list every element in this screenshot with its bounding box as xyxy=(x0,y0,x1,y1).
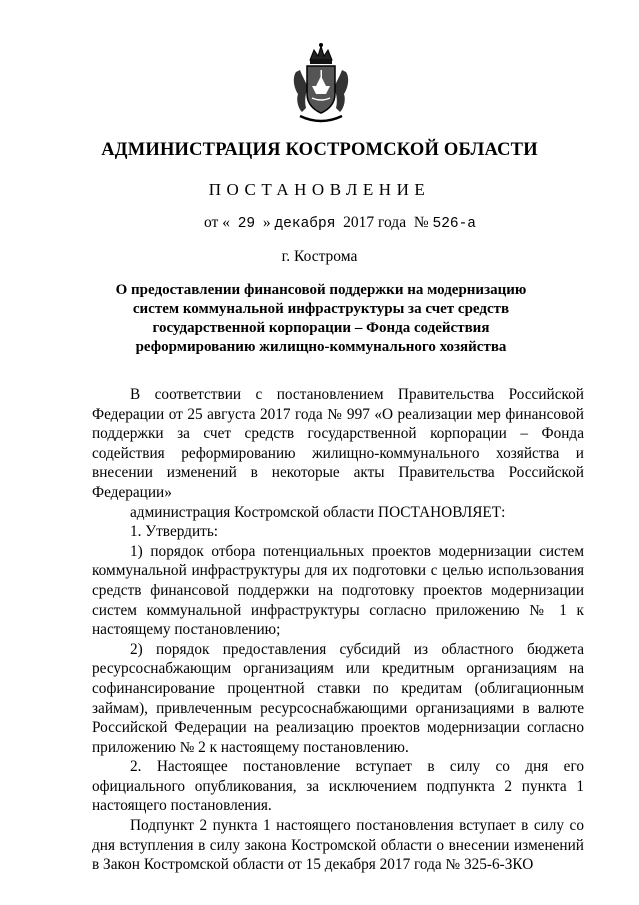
date-day-close: » xyxy=(262,214,271,231)
city: г. Кострома xyxy=(281,248,358,265)
number-sign: № xyxy=(413,214,429,231)
document-title: О предоставлении финансовой поддержки на модернизацию систем коммунальной инфраструктуры за счет средств государственной корпорации – Фонда содействия реформированию жилищно-коммунального хозяйства xyxy=(115,282,527,355)
item-1-paragraph: 1. Утвердить: xyxy=(130,523,219,541)
date-prefix: от « xyxy=(204,214,230,231)
item-2-paragraph: 2. Настоящее постановление вступает в силу со дня его официального опубликования, за исключением подпункта 2 пункта 1 настоящего постановления. xyxy=(92,758,584,815)
date-day: 29 xyxy=(237,216,256,232)
date-year: 2017 года xyxy=(343,214,407,231)
resolves-paragraph: администрация Костромской области ПОСТАНОВЛЯЕТ: xyxy=(130,503,506,521)
item-3-paragraph: Подпункт 2 пункта 1 настоящего постановления вступает в силу со дня вступления в силу закона Костромской области о внесении изменений в Закон Костромской области от 15 декабря 2017 года № 325-6-ЗКО xyxy=(92,817,584,874)
date-month: декабря xyxy=(274,216,336,232)
item-1-2-paragraph: 2) порядок предоставления субсидий из областного бюджета ресурсоснабжающим организациям или кредитным организациям на софинансирование процентной ставки по кредитам (облигационным займам), привлеченным ресурсоснабжающими организациями в валюте Российской Федерации на реализацию проектов модернизации согласно приложению № 2 к настоящему постановлению. xyxy=(92,640,584,756)
document-number: 526-а xyxy=(432,216,477,232)
coat-of-arms-emblem xyxy=(290,42,352,126)
date-number-line xyxy=(204,214,476,232)
document-body xyxy=(92,385,584,875)
document-type: ПОСТАНОВЛЕНИЕ xyxy=(208,180,431,199)
organization-name: АДМИНИСТРАЦИЯ КОСТРОМСКОЙ ОБЛАСТИ xyxy=(101,140,538,160)
preamble-paragraph: В соответствии с постановлением Правительства Российской Федерации от 25 августа 2017 года № 997 «О реализации мер финансовой поддержки за счет средств государственной корпорации – Фонда содействия реформированию жилищно-коммунального хозяйства и внесении изменений в некоторые акты Правительства Российской Федерации» xyxy=(92,386,584,501)
item-1-1-paragraph: 1) порядок отбора потенциальных проектов модернизации систем коммунальной инфраструктуры для их подготовки с целью использования средств финансовой поддержки на подготовку проектов модернизации систем коммунальной инфраструктуры согласно приложению № 1 к настоящему постановлению; xyxy=(92,542,584,639)
